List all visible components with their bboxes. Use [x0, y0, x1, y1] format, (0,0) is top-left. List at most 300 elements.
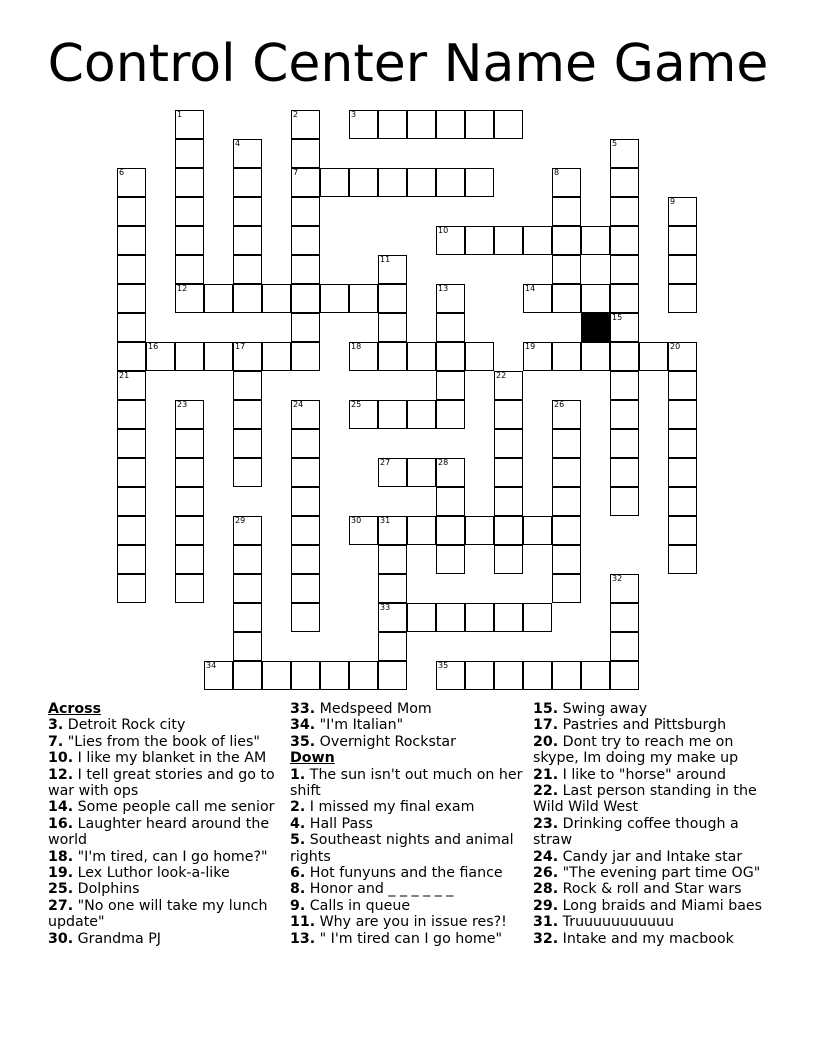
- grid-cell[interactable]: [291, 110, 320, 139]
- clue-number: 12: [177, 284, 188, 293]
- clue-item: [48, 717, 283, 733]
- clue-item: [290, 881, 525, 897]
- grid-cell[interactable]: [494, 487, 523, 516]
- grid-cell[interactable]: [378, 574, 407, 603]
- clue-number: 8: [554, 168, 560, 177]
- grid-cell[interactable]: [436, 342, 465, 371]
- grid-cell[interactable]: [436, 487, 465, 516]
- grid-cell[interactable]: [378, 284, 407, 313]
- grid-cell[interactable]: [117, 429, 146, 458]
- clue-item-text: "No one will take my lunch update": [48, 897, 268, 931]
- clue-item-text: I tell great stories and go to war with ops: [48, 766, 275, 800]
- clue-item: [533, 816, 768, 849]
- grid-cell[interactable]: [668, 284, 697, 313]
- grid-cell[interactable]: [117, 342, 146, 371]
- clue-item-number: 30.: [48, 930, 74, 947]
- clue-item: [290, 734, 525, 750]
- grid-cell[interactable]: [117, 255, 146, 284]
- clue-number: 4: [235, 139, 241, 148]
- grid-cell[interactable]: [465, 342, 494, 371]
- clues-column-2: [290, 701, 525, 947]
- grid-cell[interactable]: [291, 400, 320, 429]
- clue-item-text: Overnight Rockstar: [315, 733, 456, 750]
- grid-cell[interactable]: [262, 284, 291, 313]
- grid-cell[interactable]: [668, 255, 697, 284]
- grid-cell[interactable]: [494, 429, 523, 458]
- grid-cell[interactable]: [610, 168, 639, 197]
- grid-cell[interactable]: [494, 371, 523, 400]
- grid-cell[interactable]: [117, 458, 146, 487]
- grid-cell[interactable]: [175, 545, 204, 574]
- grid-cell[interactable]: [610, 342, 639, 371]
- clue-item-text: Why are you in issue res?!: [315, 914, 507, 931]
- grid-cell[interactable]: [523, 516, 552, 545]
- clue-item-number: 2.: [290, 799, 306, 816]
- grid-cell[interactable]: [610, 429, 639, 458]
- grid-cell[interactable]: [581, 342, 610, 371]
- grid-cell[interactable]: [552, 574, 581, 603]
- grid-cell[interactable]: [494, 603, 523, 632]
- grid-cell[interactable]: [378, 458, 407, 487]
- grid-cell[interactable]: [291, 226, 320, 255]
- grid-cell[interactable]: [552, 545, 581, 574]
- grid-cell[interactable]: [436, 603, 465, 632]
- grid-cell[interactable]: [668, 516, 697, 545]
- grid-cell[interactable]: [552, 197, 581, 226]
- grid-cell[interactable]: [233, 574, 262, 603]
- grid-cell[interactable]: [465, 110, 494, 139]
- grid-cell[interactable]: [581, 661, 610, 690]
- clue-item: [533, 717, 768, 733]
- grid-cell[interactable]: [117, 284, 146, 313]
- grid-cell[interactable]: [233, 226, 262, 255]
- clue-item: [48, 881, 283, 897]
- grid-cell[interactable]: [523, 603, 552, 632]
- grid-cell[interactable]: [117, 226, 146, 255]
- grid-cell[interactable]: [378, 632, 407, 661]
- grid-cell[interactable]: [175, 197, 204, 226]
- clue-item-number: 13.: [290, 930, 316, 947]
- grid-cell[interactable]: [552, 284, 581, 313]
- grid-cell[interactable]: [610, 632, 639, 661]
- grid-cell[interactable]: [349, 516, 378, 545]
- clue-item-text: Truuuuuuuuuuu: [558, 914, 674, 931]
- grid-cell[interactable]: [494, 400, 523, 429]
- grid-cell[interactable]: [407, 110, 436, 139]
- grid-cell[interactable]: [407, 342, 436, 371]
- clue-number: 26: [554, 400, 565, 409]
- clue-item-number: 16.: [48, 815, 74, 832]
- clue-number: 2: [293, 110, 299, 119]
- grid-cell[interactable]: [436, 284, 465, 313]
- grid-cell[interactable]: [117, 371, 146, 400]
- grid-cell[interactable]: [146, 342, 175, 371]
- clue-item: [290, 701, 525, 717]
- clue-item-text: "I'm Italian": [315, 717, 404, 734]
- grid-cell[interactable]: [175, 110, 204, 139]
- grid-cell[interactable]: [291, 255, 320, 284]
- grid-cell[interactable]: [117, 400, 146, 429]
- grid-cell[interactable]: [204, 284, 233, 313]
- grid-cell[interactable]: [291, 487, 320, 516]
- grid-cell[interactable]: [233, 603, 262, 632]
- clue-item: [533, 898, 768, 914]
- clue-item: [533, 865, 768, 881]
- clue-item-text: Southeast nights and animal rights: [290, 832, 514, 865]
- clue-item-number: 24.: [533, 848, 559, 865]
- down-clue-list: [290, 767, 525, 947]
- grid-cell[interactable]: [262, 661, 291, 690]
- clue-item: [533, 881, 768, 897]
- grid-cell[interactable]: [552, 226, 581, 255]
- clue-item: [290, 799, 525, 815]
- grid-cell[interactable]: [175, 226, 204, 255]
- grid-cell[interactable]: [117, 545, 146, 574]
- grid-cell[interactable]: [436, 110, 465, 139]
- grid-cell[interactable]: [262, 342, 291, 371]
- grid-cell[interactable]: [436, 545, 465, 574]
- grid-cell[interactable]: [175, 400, 204, 429]
- grid-cell[interactable]: [610, 574, 639, 603]
- clue-item-text: " I'm tired can I go home": [315, 930, 503, 947]
- grid-cell[interactable]: [291, 313, 320, 342]
- clue-item-text: Calls in queue: [305, 897, 411, 914]
- clue-item: [48, 750, 283, 766]
- clue-item: [48, 931, 283, 947]
- grid-cell[interactable]: [349, 284, 378, 313]
- grid-cell[interactable]: [610, 458, 639, 487]
- grid-cell[interactable]: [581, 284, 610, 313]
- clue-item-number: 14.: [48, 799, 74, 816]
- grid-cell[interactable]: [581, 226, 610, 255]
- clue-number: 21: [119, 371, 130, 380]
- across-heading: Across: [48, 701, 102, 717]
- grid-cell[interactable]: [233, 139, 262, 168]
- clue-item-text: I like to "horse" around: [558, 766, 726, 783]
- grid-cell[interactable]: [291, 197, 320, 226]
- clue-item-number: 4.: [290, 815, 306, 832]
- grid-cell[interactable]: [552, 168, 581, 197]
- grid-cell[interactable]: [291, 516, 320, 545]
- grid-cell[interactable]: [436, 226, 465, 255]
- clue-item-text: Intake and my macbook: [558, 930, 734, 947]
- clue-number: 33: [380, 603, 391, 612]
- grid-cell[interactable]: [175, 487, 204, 516]
- clue-number: 19: [525, 342, 536, 351]
- grid-cell[interactable]: [552, 516, 581, 545]
- clue-number: 31: [380, 516, 391, 525]
- grid-cell[interactable]: [233, 371, 262, 400]
- clue-item: [290, 931, 525, 947]
- grid-cell[interactable]: [117, 313, 146, 342]
- clue-item-text: I missed my final exam: [305, 799, 475, 816]
- grid-cell[interactable]: [465, 516, 494, 545]
- clue-item: [290, 914, 525, 930]
- grid-cell[interactable]: [552, 400, 581, 429]
- grid-cell[interactable]: [233, 255, 262, 284]
- grid-cell[interactable]: [436, 516, 465, 545]
- grid-cell[interactable]: [639, 342, 668, 371]
- clue-item: [48, 898, 283, 931]
- grid-cell[interactable]: [233, 342, 262, 371]
- grid-cell[interactable]: [291, 574, 320, 603]
- clue-item-number: 7.: [48, 733, 64, 750]
- grid-cell[interactable]: [436, 168, 465, 197]
- grid-cell[interactable]: [610, 661, 639, 690]
- clue-item-number: 17.: [533, 717, 559, 734]
- grid-cell[interactable]: [610, 255, 639, 284]
- grid-cell[interactable]: [291, 429, 320, 458]
- clue-item-number: 32.: [533, 930, 559, 947]
- grid-cell[interactable]: [610, 313, 639, 342]
- grid-cell[interactable]: [552, 342, 581, 371]
- clue-item: [290, 865, 525, 881]
- clue-number: 15: [612, 313, 623, 322]
- grid-cell[interactable]: [378, 400, 407, 429]
- clue-number: 20: [670, 342, 681, 351]
- clue-item-number: 23.: [533, 815, 559, 832]
- grid-cell[interactable]: [668, 487, 697, 516]
- grid-cell[interactable]: [407, 168, 436, 197]
- grid-cell[interactable]: [291, 284, 320, 313]
- grid-cell[interactable]: [668, 458, 697, 487]
- grid-cell[interactable]: [175, 342, 204, 371]
- clue-number: 23: [177, 400, 188, 409]
- grid-cell[interactable]: [117, 516, 146, 545]
- grid-cell[interactable]: [494, 661, 523, 690]
- clue-item-number: 18.: [48, 848, 74, 865]
- grid-cell[interactable]: [233, 400, 262, 429]
- clue-number: 11: [380, 255, 391, 264]
- grid-cell[interactable]: [523, 661, 552, 690]
- clue-number: 24: [293, 400, 304, 409]
- grid-cell[interactable]: [291, 603, 320, 632]
- clue-number: 18: [351, 342, 362, 351]
- grid-cell[interactable]: [175, 284, 204, 313]
- grid-cell[interactable]: [175, 516, 204, 545]
- clue-item: [48, 849, 283, 865]
- grid-cell[interactable]: [291, 168, 320, 197]
- clue-item-number: 20.: [533, 733, 559, 750]
- grid-cell[interactable]: [233, 545, 262, 574]
- grid-cell[interactable]: [175, 139, 204, 168]
- grid-cell[interactable]: [204, 342, 233, 371]
- grid-cell[interactable]: [552, 458, 581, 487]
- clue-item: [48, 767, 283, 800]
- grid-cell[interactable]: [378, 516, 407, 545]
- grid-cell[interactable]: [175, 255, 204, 284]
- clue-number: 16: [148, 342, 159, 351]
- grid-cell[interactable]: [610, 400, 639, 429]
- grid-cell[interactable]: [552, 255, 581, 284]
- clue-item-number: 35.: [290, 733, 316, 750]
- clue-item-text: Laughter heard around the world: [48, 815, 270, 849]
- clue-item-number: 1.: [290, 766, 306, 783]
- grid-cell[interactable]: [407, 458, 436, 487]
- grid-cell[interactable]: [494, 545, 523, 574]
- clue-item-number: 19.: [48, 865, 74, 882]
- grid-cell[interactable]: [378, 661, 407, 690]
- clue-number: 22: [496, 371, 507, 380]
- grid-cell[interactable]: [378, 545, 407, 574]
- grid-cell[interactable]: [668, 342, 697, 371]
- clue-item: [290, 898, 525, 914]
- grid-cell[interactable]: [233, 197, 262, 226]
- grid-cell[interactable]: [204, 661, 233, 690]
- grid-cell[interactable]: [378, 168, 407, 197]
- grid-cell[interactable]: [291, 342, 320, 371]
- clue-item-number: 5.: [290, 832, 306, 849]
- clue-item: [533, 734, 768, 767]
- grid-cell[interactable]: [668, 429, 697, 458]
- grid-cell[interactable]: [610, 371, 639, 400]
- grid-cell[interactable]: [465, 603, 494, 632]
- grid-cell[interactable]: [436, 661, 465, 690]
- clue-item-number: 15.: [533, 701, 559, 717]
- grid-cell[interactable]: [668, 226, 697, 255]
- grid-cell[interactable]: [291, 139, 320, 168]
- grid-cell[interactable]: [523, 226, 552, 255]
- grid-cell[interactable]: [175, 574, 204, 603]
- grid-cell[interactable]: [291, 661, 320, 690]
- grid-cell[interactable]: [378, 342, 407, 371]
- grid-cell[interactable]: [610, 226, 639, 255]
- grid-cell[interactable]: [233, 429, 262, 458]
- clue-number: 28: [438, 458, 449, 467]
- grid-cell[interactable]: [291, 545, 320, 574]
- grid-cell[interactable]: [349, 661, 378, 690]
- down-clue-list-continued: [533, 701, 768, 947]
- grid-cell[interactable]: [117, 487, 146, 516]
- clue-item-number: 25.: [48, 881, 74, 898]
- grid-cell[interactable]: [465, 661, 494, 690]
- clue-item: [48, 816, 283, 849]
- grid-cell[interactable]: [233, 458, 262, 487]
- grid-cell[interactable]: [233, 168, 262, 197]
- grid-cell[interactable]: [610, 139, 639, 168]
- clue-item: [533, 849, 768, 865]
- grid-cell[interactable]: [378, 313, 407, 342]
- grid-cell[interactable]: [436, 400, 465, 429]
- grid-cell[interactable]: [349, 400, 378, 429]
- clue-number: 30: [351, 516, 362, 525]
- grid-cell[interactable]: [552, 661, 581, 690]
- grid-cell[interactable]: [436, 458, 465, 487]
- grid-cell[interactable]: [175, 429, 204, 458]
- grid-cell[interactable]: [494, 458, 523, 487]
- clue-item-text: Long braids and Miami baes: [558, 897, 763, 914]
- clue-item: [48, 734, 283, 750]
- clue-number: 1: [177, 110, 183, 119]
- clue-number: 9: [670, 197, 676, 206]
- grid-cell[interactable]: [407, 603, 436, 632]
- grid-cell[interactable]: [610, 603, 639, 632]
- grid-cell[interactable]: [320, 661, 349, 690]
- grid-cell[interactable]: [378, 110, 407, 139]
- clue-item-text: Swing away: [558, 701, 648, 717]
- grid-cell[interactable]: [668, 197, 697, 226]
- grid-cell[interactable]: [117, 574, 146, 603]
- grid-cell[interactable]: [378, 603, 407, 632]
- grid-cell[interactable]: [349, 342, 378, 371]
- grid-cell[interactable]: [117, 168, 146, 197]
- grid-cell[interactable]: [494, 516, 523, 545]
- clues-column-1: [48, 701, 283, 947]
- clue-item: [290, 832, 525, 865]
- grid-cell[interactable]: [494, 110, 523, 139]
- clue-number: 5: [612, 139, 618, 148]
- grid-cell[interactable]: [668, 545, 697, 574]
- clue-item-number: 9.: [290, 897, 306, 914]
- grid-cell[interactable]: [320, 168, 349, 197]
- grid-cell[interactable]: [175, 168, 204, 197]
- grid-cell[interactable]: [291, 458, 320, 487]
- clue-item-text: Drinking coffee though a straw: [533, 815, 739, 849]
- clue-item-number: 12.: [48, 766, 74, 783]
- clue-number: 3: [351, 110, 357, 119]
- clue-number: 35: [438, 661, 449, 670]
- grid-cell[interactable]: [175, 458, 204, 487]
- clue-item-text: Honor and _ _ _ _ _ _: [305, 881, 454, 898]
- grid-cell[interactable]: [349, 110, 378, 139]
- grid-cell[interactable]: [465, 226, 494, 255]
- grid-cell[interactable]: [233, 516, 262, 545]
- clue-item-text: Hall Pass: [305, 815, 373, 832]
- grid-cell[interactable]: [117, 197, 146, 226]
- clue-item: [533, 931, 768, 947]
- clue-number: 29: [235, 516, 246, 525]
- clue-item-text: Last person standing in the Wild Wild West: [533, 783, 757, 816]
- clue-item-text: Detroit Rock city: [63, 717, 186, 734]
- clue-item: [48, 865, 283, 881]
- grid-cell[interactable]: [552, 429, 581, 458]
- grid-cell[interactable]: [407, 400, 436, 429]
- grid-cell[interactable]: [233, 661, 262, 690]
- clue-item: [533, 767, 768, 783]
- clue-item-number: 31.: [533, 914, 559, 931]
- clue-number: 10: [438, 226, 449, 235]
- clue-item: [290, 717, 525, 733]
- clue-item-number: 34.: [290, 717, 316, 734]
- grid-cell[interactable]: [320, 284, 349, 313]
- grid-cell[interactable]: [668, 400, 697, 429]
- clue-item-number: 22.: [533, 783, 559, 800]
- grid-cell[interactable]: [465, 168, 494, 197]
- grid-cell[interactable]: [610, 197, 639, 226]
- grid-cell[interactable]: [378, 255, 407, 284]
- grid-cell[interactable]: [523, 284, 552, 313]
- clue-item-text: "Lies from the book of lies": [63, 733, 260, 750]
- clue-item-number: 8.: [290, 881, 306, 898]
- grid-cell[interactable]: [407, 516, 436, 545]
- grid-cell[interactable]: [523, 342, 552, 371]
- grid-cell[interactable]: [436, 313, 465, 342]
- grid-cell[interactable]: [349, 168, 378, 197]
- grid-cell[interactable]: [552, 487, 581, 516]
- grid-cell[interactable]: [233, 284, 262, 313]
- clue-item-text: Pastries and Pittsburgh: [558, 717, 727, 734]
- clue-item-text: Medspeed Mom: [315, 701, 432, 717]
- grid-cell[interactable]: [610, 284, 639, 313]
- clue-item-text: The sun isn't out much on her shift: [290, 766, 523, 800]
- grid-cell[interactable]: [494, 226, 523, 255]
- clue-item-text: Some people call me senior: [73, 799, 275, 816]
- clue-item-number: 3.: [48, 717, 64, 734]
- grid-cell[interactable]: [233, 632, 262, 661]
- grid-cell[interactable]: [436, 371, 465, 400]
- grid-cell[interactable]: [668, 371, 697, 400]
- grid-cell[interactable]: [610, 487, 639, 516]
